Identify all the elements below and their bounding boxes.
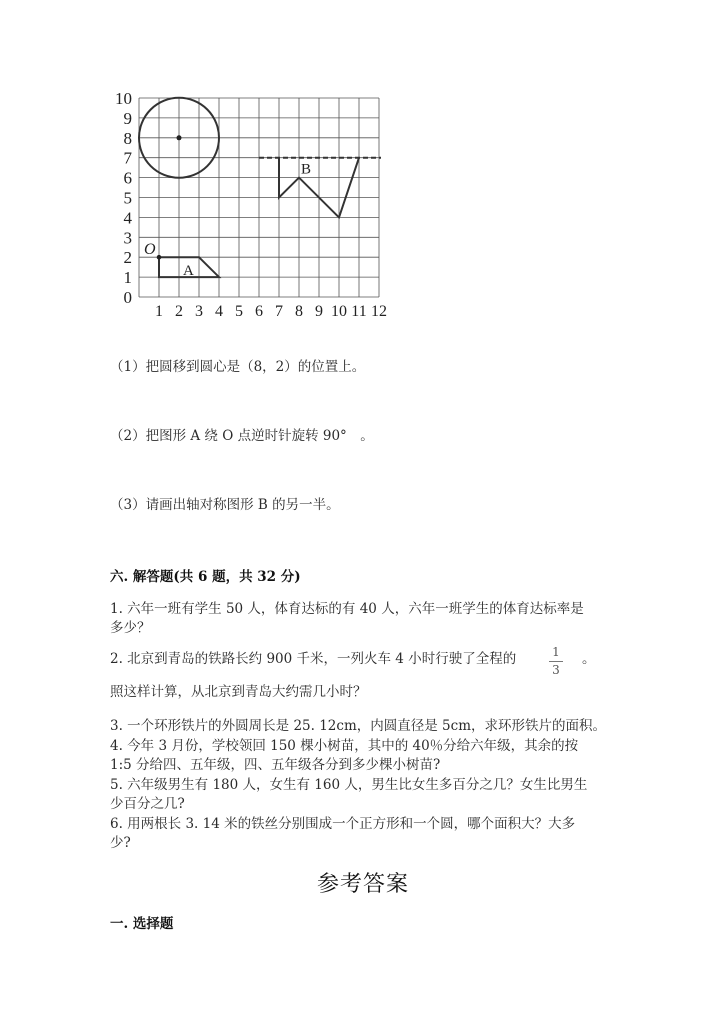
- shape-b-label: B: [301, 161, 312, 178]
- shape-a-label: A: [183, 263, 194, 280]
- question-4-line-1: 4. 今年 3 月份，学校领回 150 棵小树苗，其中的 40％分给六年级，其余的按: [110, 738, 579, 754]
- question-1-line-1: 1. 六年一班有学生 50 人，体育达标的有 40 人，六年一班学生的体育达标率是: [110, 601, 584, 617]
- svg-text:0: 0: [123, 288, 132, 307]
- section-6-heading: 六. 解答题(共 6 题，共 32 分): [110, 569, 301, 585]
- svg-text:5: 5: [235, 303, 243, 320]
- svg-text:5: 5: [123, 188, 132, 208]
- svg-text:8: 8: [123, 128, 132, 148]
- svg-text:4: 4: [123, 208, 132, 228]
- svg-text:9: 9: [315, 303, 323, 320]
- svg-text:6: 6: [255, 303, 263, 320]
- origin-point: [157, 255, 162, 260]
- fraction-one-third: [549, 645, 563, 678]
- svg-text:12: 12: [371, 303, 387, 320]
- question-6-line-1: 6. 用两根长 3. 14 米的铁丝分别围成一个正方形和一个圆，哪个面积大？大多: [110, 816, 576, 832]
- coordinate-grid-figure: [100, 85, 400, 325]
- circle-center-dot: [177, 135, 182, 140]
- question-2-line-2: 照这样计算，从北京到青岛大约需几小时？: [110, 684, 367, 700]
- question-5-line-1: 5. 六年级男生有 180 人，女生有 160 人，男生比女生多百分之几？女生比男生: [110, 777, 588, 793]
- svg-text:7: 7: [123, 148, 132, 168]
- origin-label: O: [144, 241, 156, 259]
- svg-text:3: 3: [123, 228, 132, 248]
- svg-text:7: 7: [275, 303, 283, 320]
- svg-text:11: 11: [351, 303, 367, 320]
- question-1-line-2: 多少？: [110, 620, 151, 636]
- svg-text:10: 10: [331, 303, 347, 320]
- question-5-line-2: 少百分之几?: [110, 796, 185, 812]
- svg-text:1: 1: [123, 268, 132, 288]
- fraction-numerator: 1: [552, 645, 560, 659]
- fraction-denominator: 3: [552, 663, 560, 677]
- svg-text:3: 3: [195, 303, 203, 320]
- svg-text:2: 2: [175, 303, 183, 320]
- fraction-bar: [549, 661, 563, 662]
- question-2-period: 。: [582, 651, 596, 667]
- svg-text:4: 4: [215, 303, 223, 320]
- svg-text:8: 8: [295, 303, 303, 320]
- question-6-line-2: 少?: [110, 835, 131, 851]
- y-axis-labels: [115, 89, 133, 307]
- answers-title: 参考答案: [317, 872, 410, 897]
- question-4-line-2: 1:5 分给四、五年级，四、五年级各分到多少棵小树苗?: [110, 757, 441, 773]
- question-2-line-1: 2. 北京到青岛的铁路长约 900 千米，一列火车 4 小时行驶了全程的: [110, 651, 517, 667]
- grid-lines: [139, 98, 379, 297]
- task-3: （3）请画出轴对称图形 B 的另一半。: [110, 497, 340, 513]
- svg-text:1: 1: [155, 303, 163, 320]
- svg-text:9: 9: [123, 108, 132, 128]
- svg-text:6: 6: [123, 168, 132, 188]
- svg-text:10: 10: [115, 89, 132, 108]
- question-3: 3. 一个环形铁片的外圆周长是 25. 12cm，内圆直径是 5cm，求环形铁片的面积。: [110, 718, 607, 734]
- task-2: （2）把图形 A 绕 O 点逆时针旋转 90° 。: [110, 428, 374, 444]
- x-axis-labels: [155, 303, 387, 320]
- svg-text:2: 2: [123, 248, 132, 268]
- answers-section-1-heading: 一. 选择题: [110, 916, 174, 932]
- task-1: （1）把圆移到圆心是（8，2）的位置上。: [110, 359, 366, 375]
